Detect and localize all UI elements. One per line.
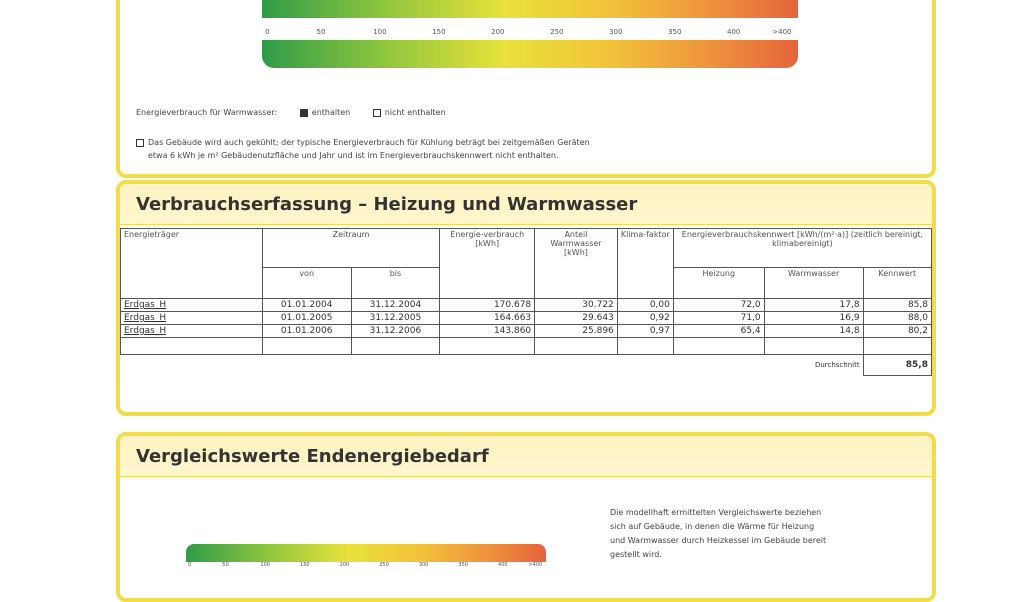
comparison-description	[610, 506, 826, 562]
cell-traeger: Erdgas_H	[121, 312, 263, 325]
cell-warmwasser: 14,8	[764, 325, 863, 338]
scale-tick: 400	[726, 28, 741, 36]
cell-von: 01.01.2006	[262, 325, 351, 338]
average-value: 85,8	[863, 355, 931, 376]
scale-tick: 50	[222, 562, 229, 568]
scale-tick: 350	[458, 562, 468, 568]
scale-tick: >400	[772, 28, 792, 36]
cell-kennwert: 85,8	[863, 299, 931, 312]
scale-tick: 300	[418, 562, 429, 568]
scale-tick: 50	[316, 28, 326, 36]
cell-anteil: 29.643	[535, 312, 618, 325]
section-header	[120, 436, 932, 477]
verbrauchserfassung-panel	[116, 180, 936, 416]
scale-tick: 0	[188, 562, 192, 568]
cell-traeger: Erdgas_H	[121, 325, 263, 338]
cell-verbrauch: 170.678	[440, 299, 535, 312]
desc-line: gestellt wird.	[610, 550, 662, 559]
consumption-table	[120, 228, 932, 376]
cell-von: 01.01.2005	[262, 312, 351, 325]
cell-heizung: 71,0	[673, 312, 764, 325]
cell-kennwert: 88,0	[863, 312, 931, 325]
col-header-warmwasser: Warmwasser	[764, 268, 863, 299]
cell-verbrauch: 164.663	[440, 312, 535, 325]
col-header-zeitraum: Zeitraum	[262, 229, 440, 268]
col-header-traeger: Energieträger	[121, 229, 263, 299]
scale-tick: >400	[528, 562, 543, 568]
scale-tick: 150	[432, 28, 446, 36]
cell-bis: 31.12.2005	[351, 312, 440, 325]
section-title: Verbrauchserfassung – Heizung und Warmwasser	[136, 194, 638, 215]
comparison-scale-labels	[186, 562, 546, 574]
cell-anteil: 25.896	[535, 325, 618, 338]
section-title: Vergleichswerte Endenergiebedarf	[136, 446, 489, 467]
cell-klima: 0,00	[617, 299, 673, 312]
cell-klima: 0,92	[617, 312, 673, 325]
checkbox-checked-icon	[300, 109, 308, 117]
section-header	[120, 184, 932, 225]
enthalten-label: enthalten	[311, 108, 351, 117]
cell-bis: 31.12.2006	[351, 325, 440, 338]
warmwasser-row	[136, 108, 446, 117]
col-header-von: von	[262, 268, 351, 299]
cooling-note	[136, 136, 590, 162]
cell-heizung: 72,0	[673, 299, 764, 312]
cell-warmwasser: 16,9	[764, 312, 863, 325]
nicht-enthalten-label: nicht enthalten	[384, 108, 446, 117]
energy-scale-panel	[116, 0, 936, 178]
checkbox-empty-icon	[373, 109, 381, 117]
cell-anteil: 30.722	[535, 299, 618, 312]
table-row	[121, 299, 932, 312]
col-header-verbrauch: Energie-verbrauch [kWh]	[440, 229, 535, 299]
col-header-bis: bis	[351, 268, 440, 299]
col-header-klima: Klima-faktor	[617, 229, 673, 299]
table-row	[121, 312, 932, 325]
energy-scale-labels	[262, 28, 798, 40]
scale-tick: 150	[300, 562, 310, 568]
col-header-anteil: Anteil Warmwasser [kWh]	[535, 229, 618, 299]
desc-line: Die modellhaft ermittelten Vergleichswerte beziehen	[610, 508, 822, 517]
scale-tick: 100	[260, 562, 270, 568]
cooling-note-line2: etwa 6 kWh je m² Gebäudenutzfläche und Jahr und ist im Energieverbrauchskennwert nicht enthalten.	[148, 151, 559, 160]
comparison-color-band	[186, 544, 546, 562]
vergleichswerte-panel	[116, 432, 936, 602]
cell-verbrauch: 143.860	[440, 325, 535, 338]
average-label: Durchschnitt	[121, 355, 864, 376]
scale-tick: 250	[550, 28, 564, 36]
warmwasser-label: Energieverbrauch für Warmwasser:	[136, 108, 278, 117]
scale-tick: 100	[373, 28, 387, 36]
cell-bis: 31.12.2004	[351, 299, 440, 312]
col-header-kennwert-group: Energieverbrauchskennwert [kWh/(m²·a)] (zeitlich bereinigt, klimabereinigt)	[673, 229, 931, 268]
table-row-empty	[121, 338, 932, 355]
desc-line: und Warmwasser durch Heizkessel im Gebäude bereit	[610, 536, 827, 545]
scale-tick: 350	[668, 28, 682, 36]
cell-von: 01.01.2004	[262, 299, 351, 312]
scale-tick: 300	[609, 28, 623, 36]
scale-tick: 0	[265, 28, 270, 36]
cooling-note-line1: Das Gebäude wird auch gekühlt; der typische Energieverbrauch für Kühlung beträgt bei zeitgemäßen Geräten	[148, 138, 590, 147]
col-header-kennwert: Kennwert	[863, 268, 931, 299]
table-row	[121, 325, 932, 338]
col-header-heizung: Heizung	[673, 268, 764, 299]
scale-tick: 250	[379, 562, 389, 568]
cell-heizung: 65,4	[673, 325, 764, 338]
average-row	[121, 355, 932, 376]
cell-klima: 0,97	[617, 325, 673, 338]
cell-kennwert: 80,2	[863, 325, 931, 338]
scale-tick: 200	[491, 28, 505, 36]
scale-tick: 400	[498, 562, 508, 568]
energy-color-band-bottom	[262, 40, 798, 68]
cell-warmwasser: 17,8	[764, 299, 863, 312]
energy-color-band-top	[262, 0, 798, 18]
cell-traeger: Erdgas_H	[121, 299, 263, 312]
scale-tick: 200	[339, 562, 350, 568]
desc-line: sich auf Gebäude, in denen die Wärme für Heizung	[610, 522, 815, 531]
checkbox-empty-icon	[136, 139, 144, 147]
